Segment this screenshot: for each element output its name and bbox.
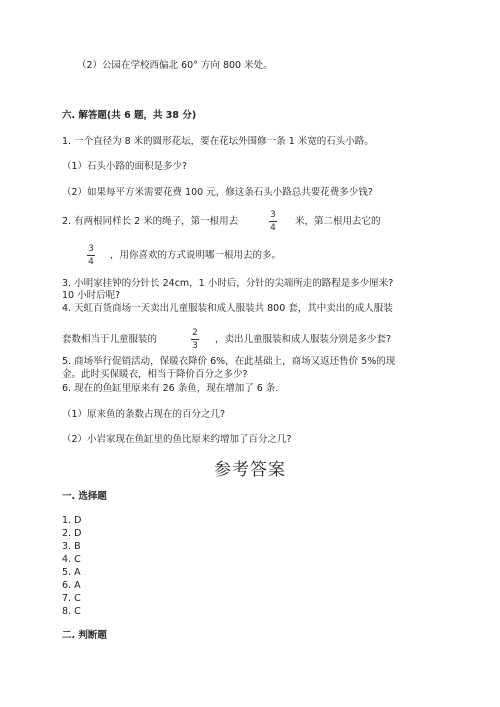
q4-line1: 4. 天虹百货商场一天卖出儿童服装和成人服装共 800 套，其中卖出的成人服装: [62, 303, 393, 314]
q2-fraction-2-denominator: 4: [88, 257, 94, 267]
answers-title: 参考答案: [214, 460, 286, 480]
q6-stem: 6. 现在的鱼缸里原来有 26 条鱼，现在增加了 6 条.: [62, 383, 279, 394]
section6-heading: 六. 解答题(共 6 题，共 38 分): [62, 110, 197, 121]
q2-fraction-2-numerator: 3: [88, 244, 94, 254]
answers-section1-heading: 一. 选择题: [62, 491, 107, 502]
q5-line1: 5. 商场举行促销活动，保暖衣降价 6%，在此基础上，商场又返还售价 5%的现: [62, 356, 396, 367]
q2-part2: 米，第二根用去它的: [295, 216, 381, 227]
q2-fraction-2: [87, 244, 95, 267]
answer-item: 8. C: [62, 606, 81, 617]
q2-fraction-1: [269, 210, 277, 233]
q4-fraction: [191, 328, 199, 351]
q2-part3: ，用你喜欢的方式说明哪一根用去的多。: [110, 250, 282, 261]
q6-sub2: （2）小岩家现在鱼缸里的鱼比原来约增加了百分之几?: [62, 434, 292, 445]
q3-line2: 10 小时后呢?: [62, 290, 121, 301]
q1-stem: 1. 一个直径为 8 米的圆形花坛，要在花坛外围修一条 1 米宽的石头小路。: [62, 136, 374, 147]
answers-section2-heading: 二. 判断题: [62, 630, 107, 641]
q4-fraction-denominator: 3: [192, 341, 198, 351]
q6-sub1: （1）原来鱼的条数占现在的百分之几?: [62, 409, 226, 420]
q4-fraction-numerator: 2: [192, 328, 198, 338]
q4-part1: 套数相当于儿童服装的: [62, 334, 158, 345]
q2-fraction-1-denominator: 4: [270, 223, 276, 233]
fraction-bar: [269, 221, 277, 222]
answer-item: 2. D: [62, 528, 82, 539]
answer-item: 5. A: [62, 567, 81, 578]
park-location-answer: （2）公园在学校西偏北 60° 方向 800 米处。: [77, 60, 273, 71]
answer-item: 3. B: [62, 541, 81, 552]
answer-item: 7. C: [62, 593, 81, 604]
q4-part2: ，卖出儿童服装和成人服装分别是多少套?: [215, 334, 392, 345]
q1-sub1: （1）石头小路的面积是多少?: [62, 161, 188, 172]
fraction-bar: [87, 255, 95, 256]
q2-fraction-1-numerator: 3: [270, 210, 276, 220]
answer-item: 4. C: [62, 554, 81, 565]
q1-sub2: （2）如果每平方米需要花费 100 元，修这条石头小路总共要花费多少钱?: [62, 187, 373, 198]
answer-item: 1. D: [62, 515, 82, 526]
fraction-bar: [191, 339, 199, 340]
q3-line1: 3. 小明家挂钟的分针长 24cm，1 小时后，分针的尖端所走的路程是多少厘米?: [62, 278, 394, 289]
q2-part1: 2. 有两根同样长 2 米的绳子，第一根用去: [62, 216, 239, 227]
answer-item: 6. A: [62, 580, 81, 591]
q5-line2: 金。此时买保暖衣，相当于降价百分之多少?: [62, 369, 248, 380]
